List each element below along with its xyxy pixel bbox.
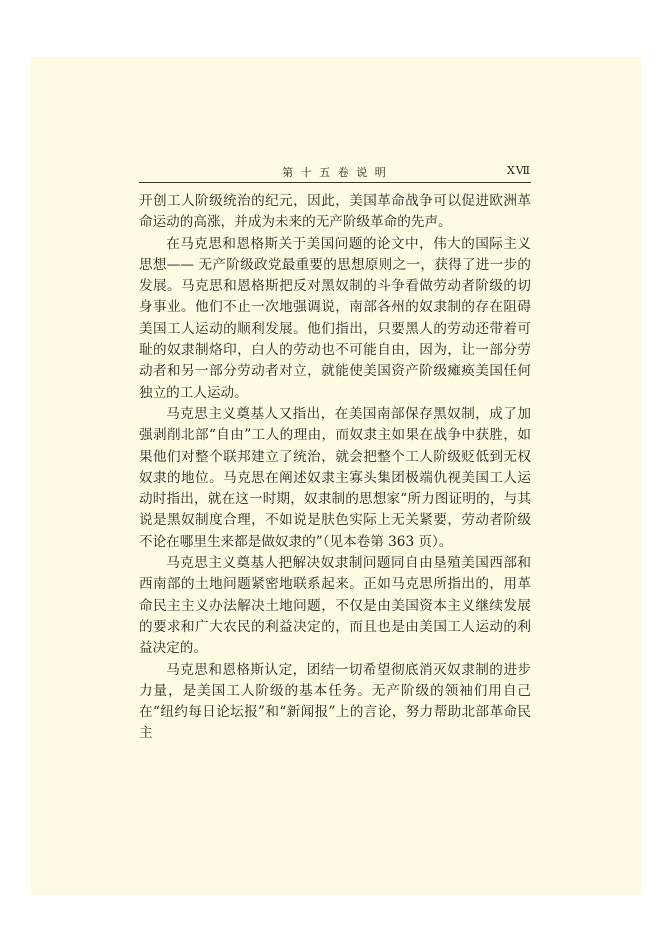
paragraph-1: 开创工人阶级统治的纪元，因此，美国革命战争可以促进欧洲革命运动的高涨，并成为未来的无产阶级革命的先声。	[139, 193, 531, 231]
body-text	[139, 191, 531, 745]
paragraph-4: 马克思主义奠基人把解决奴隶制问题同自由垦殖美国西部和西南部的土地问题紧密地联系起来。正如马克思所指出的，用革命民主主义办法解决土地问题，不仅是由美国资本主义继续发展的要求和广大农民的利益决定的，而且也是由美国工人运动的利益决定的。	[139, 555, 531, 657]
running-title: 第 十 五 卷 说 明	[282, 166, 388, 179]
paragraph-5: 马克思和恩格斯认定，团结一切希望彻底消灭奴隶制的进步力量，是美国工人阶级的基本任务。无产阶级的领袖们用自己在“纽约每日论坛报”和“新闻报”上的言论，努力帮助北部革命民主	[139, 661, 531, 742]
running-header	[139, 160, 531, 183]
page-number: XⅦ	[506, 164, 531, 177]
paragraph-2: 在马克思和恩格斯关于美国问题的论文中，伟大的国际主义思想—— 无产阶级政党最重要的思想原则之一，获得了进一步的发展。马克思和恩格斯把反对黑奴制的斗争看做劳动者阶级的切身事业。他们不止一次地强调说，南部各州的奴隶制的存在阻碍美国工人运动的顺利发展。他们指出，只要黑人的劳动还带着可耻的奴隶制烙印，白人的劳动也不可能自由，因为，让一部分劳动者和另一部分劳动者对立，就能使美国资产阶级瘫痪美国任何独立的工人运动。	[139, 235, 531, 401]
paragraph-3: 马克思主义奠基人又指出，在美国南部保存黑奴制，成了加强剥削北部“自由”工人的理由，而奴隶主如果在战争中获胜，如果他们对整个联邦建立了统治，就会把整个工人阶级贬低到无权奴隶的地位。马克思在阐述奴隶主寡头集团极端仇视美国工人运动时指出，就在这一时期，奴隶制的思想家“所力图证明的，与其说是黑奴制度合理，不如说是肤色实际上无关紧要，劳动者阶级不论在哪里生来都是做奴隶的”（见本卷第 363 页）。	[139, 405, 531, 550]
